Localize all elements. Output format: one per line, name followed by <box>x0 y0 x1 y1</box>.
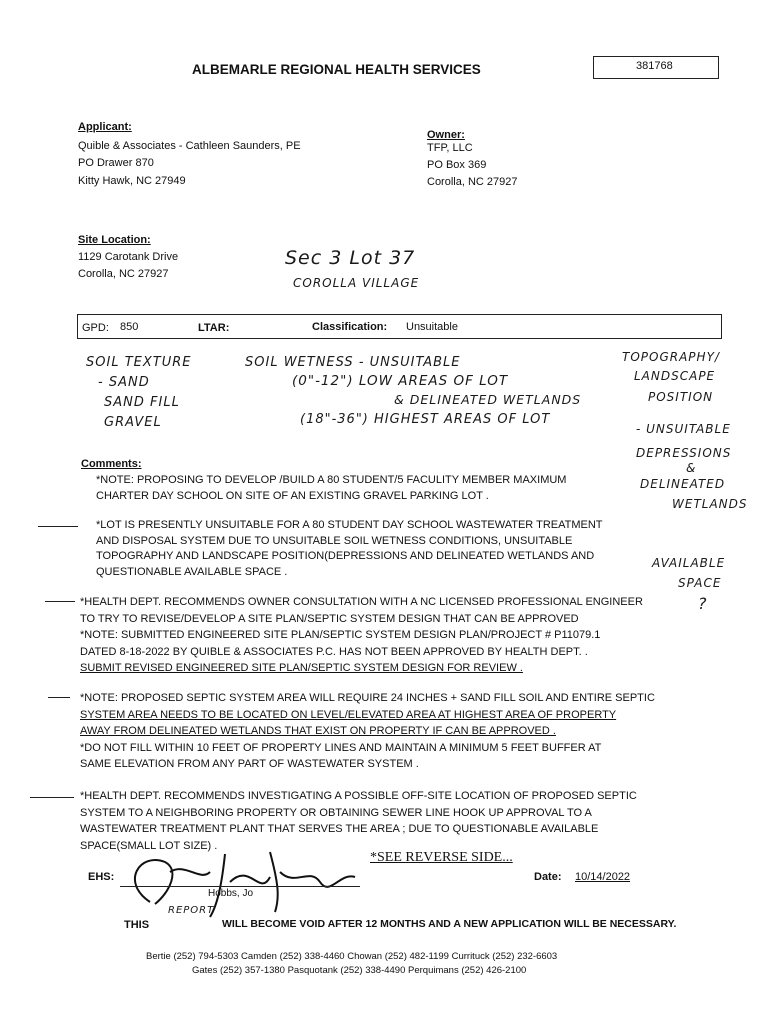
classification-label: Classification: <box>312 321 388 333</box>
handwritten-available-space: AVAILABLE <box>652 556 726 570</box>
owner-label: Owner: <box>427 129 465 141</box>
handwritten-topography: TOPOGRAPHY/ <box>622 350 720 364</box>
comment-line: DATED 8-18-2022 BY QUIBLE & ASSOCIATES P.C. HAS NOT BEEN APPROVED BY HEALTH DEPT. . <box>80 645 588 658</box>
void-notice-handwritten: REPORT <box>168 905 215 916</box>
margin-dash <box>48 697 70 698</box>
handwritten-soil-texture: SOIL TEXTURE <box>86 355 192 370</box>
comment-line: CHARTER DAY SCHOOL ON SITE OF AN EXISTING GRAVEL PARKING LOT . <box>96 489 489 502</box>
signature-image <box>110 842 380 922</box>
see-reverse-note: *SEE REVERSE SIDE... <box>370 850 513 865</box>
comment-line: *HEALTH DEPT. RECOMMENDS INVESTIGATING A POSSIBLE OFF-SITE LOCATION OF PROPOSED SEPTIC <box>80 790 637 802</box>
applicant-line: Quible & Associates - Cathleen Saunders, PE <box>78 140 301 152</box>
handwritten-section-lot: Sec 3 Lot 37 <box>285 247 416 269</box>
gpd-label: GPD: <box>82 322 109 334</box>
site-line: Corolla, NC 27927 <box>78 268 169 280</box>
owner-line: TFP, LLC <box>427 142 473 154</box>
comment-line: *NOTE: PROPOSING TO DEVELOP /BUILD A 80 STUDENT/5 FACULITY MEMBER MAXIMUM <box>96 474 567 486</box>
comment-paragraph <box>96 473 566 504</box>
comment-paragraph <box>80 594 643 677</box>
site-line: 1129 Carotank Drive <box>78 251 179 263</box>
handwritten-topography: POSITION <box>648 390 714 404</box>
handwritten-soil-wetness: SOIL WETNESS - UNSUITABLE <box>245 355 461 370</box>
classification-row <box>77 314 722 339</box>
comment-line: SPACE(SMALL LOT SIZE) . <box>80 839 218 852</box>
margin-dash <box>30 797 74 798</box>
handwritten-available-space: SPACE <box>678 576 722 590</box>
handwritten-soil-texture: SAND FILL <box>104 395 180 410</box>
inspector-name: Hobbs, Jo <box>208 888 254 899</box>
date-value: 10/14/2022 <box>575 871 631 883</box>
comment-line: SYSTEM AREA NEEDS TO BE LOCATED ON LEVEL/ELEVATED AREA AT HIGHEST AREA OF PROPERTY <box>80 708 617 721</box>
comment-line: *HEALTH DEPT. RECOMMENDS OWNER CONSULTATION WITH A NC LICENSED PROFESSIONAL ENGINEER <box>80 596 643 608</box>
date-label: Date: <box>534 871 562 883</box>
classification-value: Unsuitable <box>406 321 458 333</box>
comment-line: *DO NOT FILL WITHIN 10 FEET OF PROPERTY LINES AND MAINTAIN A MINIMUM 5 FEET BUFFER AT <box>80 741 602 754</box>
applicant-line: PO Drawer 870 <box>78 157 154 169</box>
handwritten-topography: WETLANDS <box>672 497 748 511</box>
signature-line <box>120 886 360 887</box>
applicant-label: Applicant: <box>78 121 132 133</box>
comment-line: TOPOGRAPHY AND LANDSCAPE POSITION(DEPRESSIONS AND DELINEATED WETLANDS AND <box>96 550 595 562</box>
comment-line: AWAY FROM DELINEATED WETLANDS THAT EXIST ON PROPERTY IF CAN BE APPROVED . <box>80 725 556 737</box>
handwritten-village: COROLLA VILLAGE <box>293 276 420 290</box>
site-location-label: Site Location: <box>78 234 151 246</box>
comment-line: SAME ELEVATION FROM ANY PART OF WASTEWATER SYSTEM . <box>80 758 419 770</box>
offices-line: Gates (252) 357-1380 Pasquotank (252) 338-4490 Perquimans (252) 426-2100 <box>192 965 527 976</box>
permit-number: 381768 <box>636 60 673 72</box>
ltar-label: LTAR: <box>198 322 230 334</box>
handwritten-topography: DELINEATED <box>640 477 726 491</box>
comment-paragraph <box>96 518 603 580</box>
handwritten-topography: DEPRESSIONS <box>636 446 732 460</box>
offices-line: Bertie (252) 794-5303 Camden (252) 338-4460 Chowan (252) 482-1199 Currituck (252) 232-6603 <box>146 951 558 962</box>
handwritten-soil-wetness: & DELINEATED WETLANDS <box>394 392 582 407</box>
comment-line: WASTEWATER TREATMENT PLANT THAT SERVES THE AREA ; DUE TO QUESTIONABLE AVAILABLE <box>80 823 599 835</box>
gpd-value: 850 <box>120 321 139 333</box>
applicant-line: Kitty Hawk, NC 27949 <box>78 175 186 187</box>
handwritten-soil-wetness: (0"-12") LOW AREAS OF LOT <box>292 373 509 389</box>
comment-paragraph <box>80 690 655 773</box>
handwritten-available-space: ? <box>698 594 708 613</box>
margin-dash <box>45 601 75 602</box>
comment-line: *NOTE: SUBMITTED ENGINEERED SITE PLAN/SEPTIC SYSTEM DESIGN PLAN/PROJECT # P11079.1 <box>80 629 601 641</box>
ehs-label: EHS: <box>88 871 115 883</box>
document-title: ALBEMARLE REGIONAL HEALTH SERVICES <box>192 62 481 77</box>
comment-line: *LOT IS PRESENTLY UNSUITABLE FOR A 80 STUDENT DAY SCHOOL WASTEWATER TREATMENT <box>96 519 603 531</box>
margin-dash <box>38 526 78 527</box>
comment-line: TO TRY TO REVISE/DEVELOP A SITE PLAN/SEPTIC SYSTEM DESIGN THAT CAN BE APPROVED <box>80 612 579 625</box>
comment-line: SYSTEM TO A NEIGHBORING PROPERTY OR OBTAINING SEWER LINE HOOK UP APPROVAL TO A <box>80 806 592 819</box>
comment-line: SUBMIT REVISED ENGINEERED SITE PLAN/SEPTIC SYSTEM DESIGN FOR REVIEW . <box>80 662 523 674</box>
handwritten-topography: - UNSUITABLE <box>636 422 731 436</box>
owner-line: Corolla, NC 27927 <box>427 176 518 188</box>
owner-line: PO Box 369 <box>427 159 487 171</box>
comment-line: *NOTE: PROPOSED SEPTIC SYSTEM AREA WILL REQUIRE 24 INCHES + SAND FILL SOIL AND ENTIRE SEPTIC <box>80 692 655 704</box>
handwritten-soil-texture: GRAVEL <box>104 415 162 430</box>
comment-line: QUESTIONABLE AVAILABLE SPACE . <box>96 565 288 578</box>
comment-line: AND DISPOSAL SYSTEM DUE TO UNSUITABLE SOIL WETNESS CONDITIONS, UNSUITABLE <box>96 534 573 547</box>
handwritten-topography: LANDSCAPE <box>634 369 716 383</box>
handwritten-soil-texture: - SAND <box>98 375 150 390</box>
handwritten-soil-wetness: (18"-36") HIGHEST AREAS OF LOT <box>300 412 551 427</box>
void-notice: WILL BECOME VOID AFTER 12 MONTHS AND A NEW APPLICATION WILL BE NECESSARY. <box>222 918 677 930</box>
void-notice-prefix: THIS <box>124 919 150 931</box>
comments-label: Comments: <box>81 458 142 470</box>
handwritten-topography: & <box>686 461 697 475</box>
